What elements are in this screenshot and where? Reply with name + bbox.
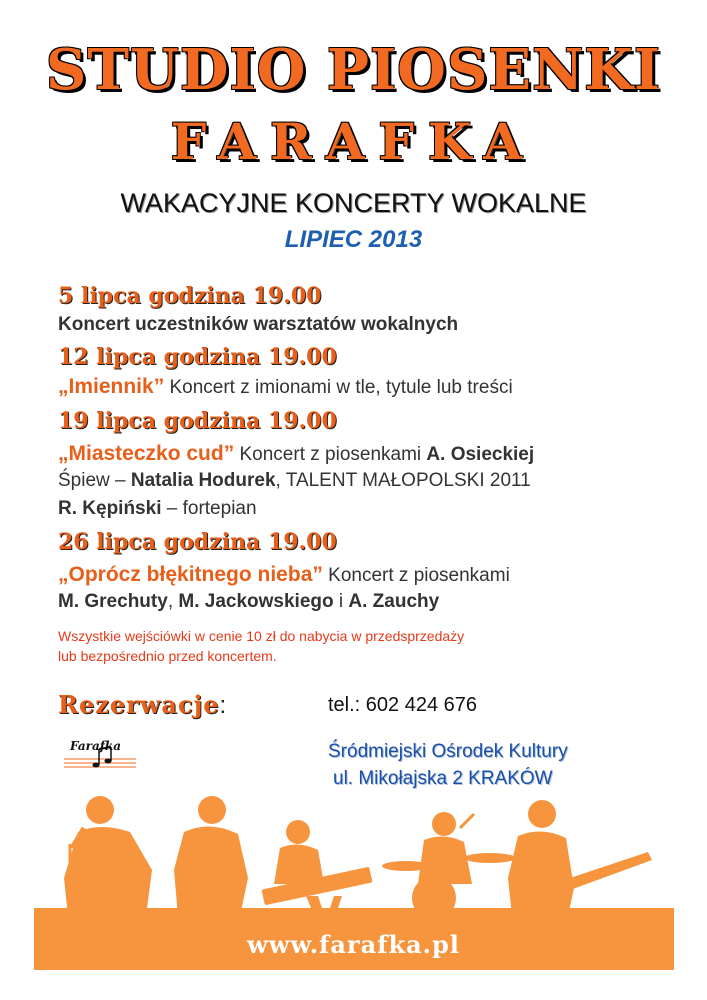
event-3-line2 bbox=[58, 470, 531, 492]
event-3-artist: A. Osieckiej bbox=[426, 444, 535, 465]
event-4-line1 bbox=[58, 563, 510, 587]
event-3-pianist-suffix: – fortepian bbox=[161, 498, 257, 519]
event-3-line1 bbox=[58, 442, 534, 466]
event-4-artist2: M. Jackowskiego bbox=[178, 591, 334, 612]
event-3-date: 19 lipca godzina 19.00 bbox=[58, 408, 337, 434]
event-3-title: „Miasteczko cud” bbox=[58, 442, 235, 465]
event-4-title: „Oprócz błękitnego nieba” bbox=[58, 563, 323, 586]
event-3-line3 bbox=[58, 498, 257, 520]
farafka-logo bbox=[62, 735, 138, 773]
event-1-line bbox=[58, 314, 458, 336]
phone-number: tel.: 602 424 676 bbox=[328, 694, 478, 716]
event-4-desc: Koncert z piosenkami bbox=[322, 565, 510, 586]
event-4-sep1: , bbox=[167, 591, 179, 612]
event-1-desc: Koncert uczestników warsztatów wokalnych bbox=[58, 314, 459, 335]
event-3-singer-prefix: Śpiew – bbox=[58, 470, 131, 491]
reservation-label: Rezerwacje: bbox=[58, 690, 228, 719]
event-2-desc: Koncert z imionami w tle, tytule lub treści bbox=[164, 377, 513, 398]
event-4-artist3: A. Zauchy bbox=[348, 591, 440, 612]
event-3-pianist: R. Kępiński bbox=[58, 498, 162, 519]
event-2-title: „Imiennik” bbox=[58, 375, 165, 398]
title-line1: STUDIO PIOSENKI bbox=[45, 37, 662, 103]
event-3-singer-suffix: , TALENT MAŁOPOLSKI 2011 bbox=[275, 470, 531, 491]
event-1-date: 5 lipca godzina 19.00 bbox=[58, 283, 322, 309]
event-2-line bbox=[58, 375, 513, 399]
event-4-line2 bbox=[58, 591, 439, 613]
event-2-date: 12 lipca godzina 19.00 bbox=[58, 344, 337, 370]
reservation-colon: : bbox=[219, 692, 228, 719]
ticket-note-line2: lub bezpośrednio przed koncertem. bbox=[58, 648, 277, 664]
event-4-sep2: i bbox=[333, 591, 349, 612]
event-3-singer: Natalia Hodurek bbox=[130, 470, 276, 491]
title-line2: FARAFKA bbox=[170, 112, 537, 171]
event-4-artist1: M. Grechuty bbox=[58, 591, 168, 612]
subtitle: WAKACYJNE KONCERTY WOKALNE bbox=[120, 188, 587, 218]
event-3-desc: Koncert z piosenkami bbox=[234, 444, 427, 465]
website-url: www.farafka.pl bbox=[247, 930, 460, 959]
ticket-note-line1: Wszystkie wejściówki w cenie 10 zł do nabycia w przedsprzedaży bbox=[58, 628, 465, 644]
month-label: LIPIEC 2013 bbox=[284, 226, 423, 253]
logo-text: Farafka bbox=[70, 739, 121, 753]
venue-name: Śródmiejski Ośrodek Kultury bbox=[328, 741, 568, 762]
event-4-date: 26 lipca godzina 19.00 bbox=[58, 529, 337, 555]
venue-address: ul. Mikołajska 2 KRAKÓW bbox=[333, 768, 553, 789]
